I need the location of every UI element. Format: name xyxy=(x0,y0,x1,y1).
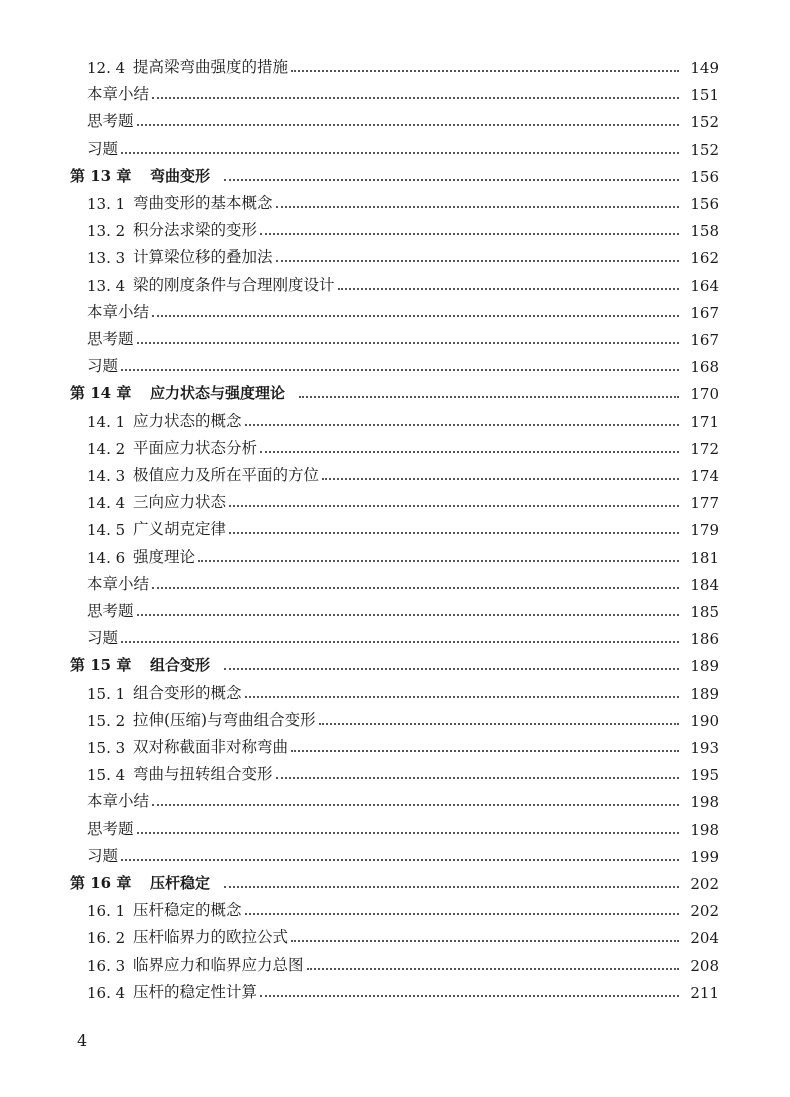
toc-entry-title: 弯曲变形的基本概念 xyxy=(133,194,273,212)
toc-entry-page: 168 xyxy=(690,358,719,377)
dot-leader xyxy=(224,885,679,888)
dot-leader xyxy=(137,613,679,616)
dot-leader xyxy=(260,450,679,453)
toc-section-entry[interactable] xyxy=(0,458,790,485)
toc-entry[interactable] xyxy=(0,295,790,322)
dot-leader xyxy=(152,96,679,99)
toc-entry-title: 提高梁弯曲强度的措施 xyxy=(133,58,289,76)
toc-entry-title: 思考题 xyxy=(87,602,134,620)
toc-entry-page: 211 xyxy=(690,983,719,1002)
dot-leader xyxy=(291,749,679,752)
toc-entry-page: 167 xyxy=(690,303,719,322)
toc-entry-page: 202 xyxy=(690,875,719,893)
toc-entry-number: 15. 1 xyxy=(87,684,126,703)
toc-entry[interactable] xyxy=(0,784,790,811)
toc-entry-page: 189 xyxy=(690,684,719,703)
toc-section-entry[interactable] xyxy=(0,431,790,458)
toc-entry-title: 习题 xyxy=(87,139,119,158)
toc-section-entry[interactable] xyxy=(0,757,790,784)
toc-section-entry[interactable] xyxy=(0,948,790,975)
toc-section-entry[interactable] xyxy=(0,186,790,213)
dot-leader xyxy=(152,586,679,589)
toc-section-entry[interactable] xyxy=(0,50,790,77)
toc-entry[interactable] xyxy=(0,132,790,159)
toc-entry-title: 本章小结 xyxy=(87,302,150,321)
toc-entry-title: 广义胡克定律 xyxy=(133,520,227,539)
toc-entry-number: 15. 2 xyxy=(87,711,126,730)
toc-entry-page: 193 xyxy=(690,739,719,757)
dot-leader xyxy=(245,423,679,426)
dot-leader xyxy=(198,559,679,562)
dot-leader xyxy=(121,640,679,643)
dot-leader xyxy=(276,205,679,208)
toc-entry-page: 172 xyxy=(690,439,719,458)
toc-entry-page: 152 xyxy=(690,113,719,132)
toc-chapter-entry[interactable] xyxy=(0,159,790,186)
toc-entry-page: 199 xyxy=(690,847,719,866)
toc-entry[interactable] xyxy=(0,812,790,839)
toc-entry-page: 208 xyxy=(690,956,719,975)
toc-entry-title: 思考题 xyxy=(87,819,134,838)
toc-entry[interactable] xyxy=(0,839,790,866)
toc-entry-number: 第 14 章 xyxy=(70,384,132,403)
toc-entry-number: 14. 2 xyxy=(87,439,126,458)
toc-chapter-entry[interactable] xyxy=(0,648,790,675)
toc-section-entry[interactable] xyxy=(0,540,790,567)
toc-entry-title: 思考题 xyxy=(87,330,134,348)
toc-entry-number: 13. 2 xyxy=(87,222,126,241)
toc-entry-title: 三向应力状态 xyxy=(133,493,227,512)
dot-leader xyxy=(307,967,679,970)
toc-entry-number: 第 16 章 xyxy=(70,874,132,892)
toc-entry-page: 151 xyxy=(690,86,719,105)
toc-entry-page: 190 xyxy=(690,711,719,730)
toc-entry-title: 本章小结 xyxy=(87,85,150,104)
toc-entry-title: 组合变形的概念 xyxy=(133,683,242,702)
dot-leader xyxy=(260,994,679,997)
toc-entry-title: 习题 xyxy=(87,357,119,376)
toc-entry-number: 13. 1 xyxy=(87,195,126,213)
toc-entry-number: 16. 3 xyxy=(87,956,126,975)
toc-section-entry[interactable] xyxy=(0,703,790,730)
toc-entry-page: 185 xyxy=(690,603,719,621)
dot-leader xyxy=(245,912,679,915)
dot-leader xyxy=(291,939,679,942)
toc-entry-page: 189 xyxy=(690,657,719,676)
toc-entry-page: 170 xyxy=(690,385,719,404)
toc-entry-title: 思考题 xyxy=(87,112,134,131)
dot-leader xyxy=(137,831,679,834)
dot-leader xyxy=(291,69,679,72)
toc-entry-page: 156 xyxy=(690,195,719,213)
toc-entry-title: 压杆稳定 xyxy=(150,874,211,892)
toc-section-entry[interactable] xyxy=(0,975,790,1002)
dot-leader xyxy=(319,722,679,725)
toc-entry-title: 临界应力和临界应力总图 xyxy=(133,955,304,974)
toc-entry-page: 171 xyxy=(690,412,719,431)
toc-entry-page: 158 xyxy=(690,222,719,241)
toc-entry-title: 习题 xyxy=(87,846,119,865)
toc-entry-page: 152 xyxy=(690,140,719,159)
toc-entry-page: 164 xyxy=(690,276,719,295)
dot-leader xyxy=(229,531,679,534)
toc-entry-title: 弯曲变形 xyxy=(150,166,211,185)
dot-leader xyxy=(152,314,679,317)
toc-entry-title: 应力状态与强度理论 xyxy=(150,384,286,403)
dot-leader xyxy=(299,395,679,398)
toc-entry[interactable] xyxy=(0,77,790,104)
toc-section-entry[interactable] xyxy=(0,893,790,920)
dot-leader xyxy=(260,232,679,235)
dot-leader xyxy=(229,504,679,507)
toc-entry-number: 第 15 章 xyxy=(70,656,132,675)
dot-leader xyxy=(137,123,679,126)
toc-entry-page: 184 xyxy=(690,575,719,594)
toc-entry-title: 弯曲与扭转组合变形 xyxy=(133,765,273,784)
toc-entry-page: 177 xyxy=(690,494,719,513)
toc-entry-page: 195 xyxy=(690,766,719,785)
toc-entry-number: 12. 4 xyxy=(87,59,126,77)
toc-entry-number: 13. 3 xyxy=(87,249,126,268)
toc-entry-page: 167 xyxy=(690,331,719,349)
toc-entry-number: 15. 4 xyxy=(87,766,126,785)
toc-chapter-entry[interactable] xyxy=(0,376,790,403)
toc-section-entry[interactable] xyxy=(0,730,790,757)
toc-entry-page: 198 xyxy=(690,793,719,812)
dot-leader xyxy=(224,667,679,670)
toc-entry-page: 198 xyxy=(690,820,719,839)
toc-entry-number: 16. 4 xyxy=(87,983,126,1002)
toc-entry-title: 极值应力及所在平面的方位 xyxy=(133,466,320,484)
toc-section-entry[interactable] xyxy=(0,213,790,240)
page-number: 4 xyxy=(77,1031,88,1050)
dot-leader xyxy=(245,695,679,698)
toc-entry-title: 本章小结 xyxy=(87,792,150,811)
toc-entry-title: 压杆临界力的欧拉公式 xyxy=(133,928,289,947)
toc-entry-number: 14. 4 xyxy=(87,494,126,513)
toc-section-entry[interactable] xyxy=(0,268,790,295)
toc-entry-page: 181 xyxy=(690,548,719,567)
toc-section-entry[interactable] xyxy=(0,676,790,703)
toc-entry[interactable] xyxy=(0,621,790,648)
toc-entry-page: 204 xyxy=(690,929,719,948)
dot-leader xyxy=(322,477,679,480)
toc-chapter-entry[interactable] xyxy=(0,866,790,893)
dot-leader xyxy=(276,776,679,779)
toc-entry[interactable] xyxy=(0,322,790,349)
toc-entry[interactable] xyxy=(0,594,790,621)
toc-entry-title: 计算梁位移的叠加法 xyxy=(133,248,273,267)
dot-leader xyxy=(152,803,679,806)
toc-entry-title: 压杆稳定的概念 xyxy=(133,901,242,920)
toc-entry-title: 强度理论 xyxy=(133,547,196,566)
toc-entry-page: 174 xyxy=(690,467,719,485)
dot-leader xyxy=(224,178,679,181)
toc-section-entry[interactable] xyxy=(0,512,790,539)
toc-entry-title: 双对称截面非对称弯曲 xyxy=(133,738,289,756)
toc-entry-number: 16. 1 xyxy=(87,902,126,921)
toc-entry-page: 186 xyxy=(690,630,719,649)
dot-leader xyxy=(276,259,679,262)
toc-entry-number: 14. 6 xyxy=(87,548,126,567)
toc-entry-number: 14. 3 xyxy=(87,467,126,485)
toc-entry-number: 14. 1 xyxy=(87,412,126,431)
toc-entry-number: 15. 3 xyxy=(87,739,126,757)
toc-entry-title: 积分法求梁的变形 xyxy=(133,221,258,240)
toc-entry-page: 179 xyxy=(690,521,719,540)
toc-entry-title: 组合变形 xyxy=(150,656,211,675)
toc-entry[interactable] xyxy=(0,349,790,376)
toc-entry-number: 16. 2 xyxy=(87,929,126,948)
toc-entry-number: 13. 4 xyxy=(87,276,126,295)
toc-entry-title: 平面应力状态分析 xyxy=(133,438,258,457)
toc-entry-number: 14. 5 xyxy=(87,521,126,540)
toc-entry-title: 本章小结 xyxy=(87,574,150,593)
dot-leader xyxy=(121,858,679,861)
toc-section-entry[interactable] xyxy=(0,240,790,267)
toc-entry-page: 162 xyxy=(690,249,719,268)
toc-entry-title: 拉伸(压缩)与弯曲组合变形 xyxy=(133,710,316,729)
dot-leader xyxy=(137,341,679,344)
toc-entry-title: 压杆的稳定性计算 xyxy=(133,982,258,1001)
toc-entry-page: 149 xyxy=(690,59,719,77)
toc-section-entry[interactable] xyxy=(0,404,790,431)
toc-entry[interactable] xyxy=(0,104,790,131)
toc-entry-page: 202 xyxy=(690,902,719,921)
toc-entry-title: 梁的刚度条件与合理刚度设计 xyxy=(133,275,335,294)
toc-entry-number: 第 13 章 xyxy=(70,166,132,185)
toc-entry-page: 156 xyxy=(690,167,719,186)
toc-entry-title: 习题 xyxy=(87,629,119,648)
dot-leader xyxy=(338,287,679,290)
toc-section-entry[interactable] xyxy=(0,920,790,947)
dot-leader xyxy=(121,151,679,154)
toc-entry-title: 应力状态的概念 xyxy=(133,411,242,430)
toc-section-entry[interactable] xyxy=(0,485,790,512)
dot-leader xyxy=(121,368,679,371)
toc-entry[interactable] xyxy=(0,567,790,594)
